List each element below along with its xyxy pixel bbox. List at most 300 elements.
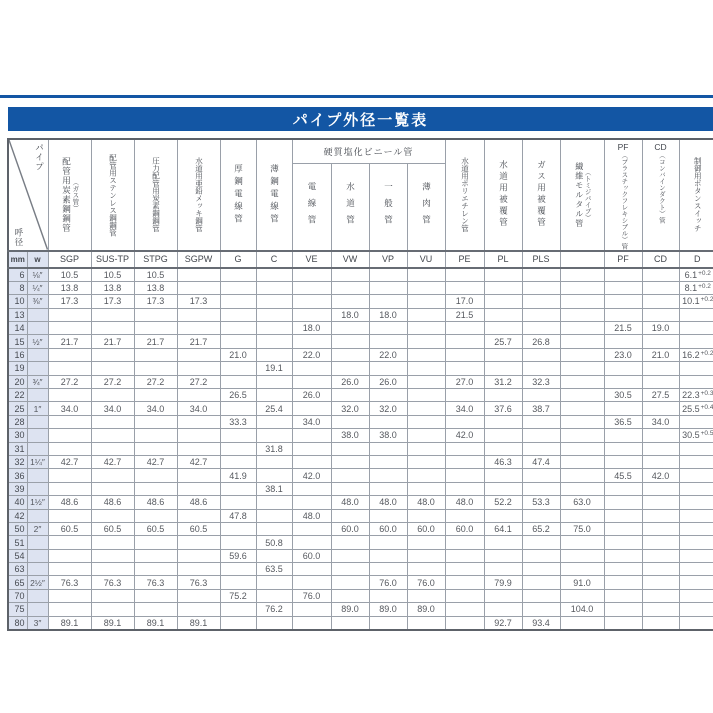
cell-stpg: 21.7 (134, 335, 177, 348)
cell-pe (445, 589, 484, 602)
cell-c: 38.1 (256, 482, 292, 495)
cell-inch: ½″ (27, 335, 48, 348)
cell-pls: 65.2 (522, 522, 560, 535)
table-row (8, 469, 713, 482)
cell-vw (331, 563, 369, 576)
cell-fm: 104.0 (560, 603, 604, 616)
cell-sgp (48, 469, 91, 482)
cell-pls (522, 429, 560, 442)
cell-c (256, 295, 292, 308)
vinyl-group-header: 硬質塩化ビニール管 (292, 139, 445, 163)
cell-fm (560, 362, 604, 375)
cell-pls (522, 576, 560, 589)
cell-pl (484, 322, 522, 335)
cell-pls (522, 348, 560, 361)
unit-inch: w (27, 251, 48, 268)
cell-g (220, 375, 256, 388)
cell-vw: 89.0 (331, 603, 369, 616)
cell-pf (604, 576, 642, 589)
cell-vp (369, 509, 407, 522)
code-vu: VU (407, 251, 445, 268)
cell-inch (27, 308, 48, 321)
cell-sgp: 34.0 (48, 402, 91, 415)
cell-sgp (48, 482, 91, 495)
cell-vw (331, 576, 369, 589)
cell-fm: 91.0 (560, 576, 604, 589)
cell-sgp: 13.8 (48, 281, 91, 294)
col-header-pf: PF （プラスチックフレキシブル）管 (604, 139, 642, 251)
cell-sus (91, 322, 134, 335)
cell-pls: 93.4 (522, 616, 560, 630)
cell-c (256, 509, 292, 522)
cell-inch (27, 469, 48, 482)
cell-inch (27, 322, 48, 335)
cell-pl: 52.2 (484, 496, 522, 509)
cell-pf (604, 295, 642, 308)
cell-cd (642, 509, 679, 522)
cell-ve (292, 522, 331, 535)
cell-mm: 31 (8, 442, 27, 455)
cell-pf: 23.0 (604, 348, 642, 361)
cell-pe (445, 415, 484, 428)
cell-fm (560, 335, 604, 348)
cell-fm (560, 563, 604, 576)
cell-sgpw (177, 603, 220, 616)
cell-mm: 40 (8, 496, 27, 509)
table-row (8, 389, 713, 402)
cell-pe (445, 549, 484, 562)
cell-vu (407, 348, 445, 361)
cell-sus (91, 389, 134, 402)
cell-ve: 26.0 (292, 389, 331, 402)
cell-vw (331, 549, 369, 562)
col-header-sgpw: 水道用亜鉛メッキ鋼管 (177, 139, 220, 251)
cell-fm (560, 482, 604, 495)
col-header-c: 薄鋼電線管 (256, 139, 292, 251)
cell-sus (91, 308, 134, 321)
cell-vw (331, 482, 369, 495)
cell-pl (484, 442, 522, 455)
cell-sgpw: 21.7 (177, 335, 220, 348)
cell-vw (331, 335, 369, 348)
cell-mm: 63 (8, 563, 27, 576)
corner-dia-label: 呼径 (13, 227, 24, 247)
cell-sus (91, 536, 134, 549)
cell-d (679, 616, 713, 630)
cell-c (256, 616, 292, 630)
cell-sgp (48, 322, 91, 335)
cell-sgpw: 27.2 (177, 375, 220, 388)
cell-sgpw: 48.6 (177, 496, 220, 509)
cell-sus: 34.0 (91, 402, 134, 415)
cell-sus (91, 563, 134, 576)
cell-cd (642, 429, 679, 442)
cell-pls (522, 482, 560, 495)
cell-vu (407, 536, 445, 549)
table-body (8, 268, 713, 631)
cell-pls (522, 295, 560, 308)
code-pls: PLS (522, 251, 560, 268)
cell-ve (292, 281, 331, 294)
cell-inch (27, 549, 48, 562)
cell-ve (292, 308, 331, 321)
cell-pf: 45.5 (604, 469, 642, 482)
cell-vu (407, 308, 445, 321)
cell-sgp (48, 563, 91, 576)
top-divider-rule (0, 95, 713, 98)
cell-ve: 60.0 (292, 549, 331, 562)
cell-vw (331, 536, 369, 549)
cell-sus: 13.8 (91, 281, 134, 294)
code-pl: PL (484, 251, 522, 268)
cell-g (220, 496, 256, 509)
cell-c (256, 415, 292, 428)
cell-c (256, 522, 292, 535)
cell-c: 25.4 (256, 402, 292, 415)
cell-c (256, 496, 292, 509)
cell-mm: 70 (8, 589, 27, 602)
cell-vu (407, 455, 445, 468)
code-c: C (256, 251, 292, 268)
cell-sus: 42.7 (91, 455, 134, 468)
cell-inch: ¾″ (27, 375, 48, 388)
table-row (8, 415, 713, 428)
cell-sgpw (177, 281, 220, 294)
cell-ve (292, 442, 331, 455)
cell-inch (27, 442, 48, 455)
cell-stpg: 48.6 (134, 496, 177, 509)
code-d: D (679, 251, 713, 268)
cell-stpg (134, 322, 177, 335)
cell-cd (642, 375, 679, 388)
cell-vw (331, 589, 369, 602)
cell-sus (91, 589, 134, 602)
cell-mm: 14 (8, 322, 27, 335)
cell-fm (560, 375, 604, 388)
cell-cd (642, 536, 679, 549)
table-row (8, 549, 713, 562)
cell-d: $10.1^{+0.2}$ (679, 295, 713, 308)
cell-vp (369, 536, 407, 549)
cell-pf (604, 375, 642, 388)
cell-stpg: 17.3 (134, 295, 177, 308)
cell-pf (604, 603, 642, 616)
d-tolerance: +0.4 (700, 403, 713, 411)
cell-sus: 76.3 (91, 576, 134, 589)
cell-vu: 76.0 (407, 576, 445, 589)
cell-vu (407, 322, 445, 335)
cell-cd: 21.0 (642, 348, 679, 361)
cell-sgpw: 60.5 (177, 522, 220, 535)
col-header-g: 厚鋼電線管 (220, 139, 256, 251)
cell-pf (604, 335, 642, 348)
cell-stpg: 10.5 (134, 268, 177, 282)
code-g: G (220, 251, 256, 268)
d-tolerance: +0.3 (700, 390, 713, 398)
cell-g (220, 616, 256, 630)
cell-vp: 32.0 (369, 402, 407, 415)
cell-c (256, 549, 292, 562)
cell-c (256, 576, 292, 589)
cell-sgp (48, 389, 91, 402)
cell-d (679, 496, 713, 509)
cell-sgp (48, 442, 91, 455)
col-header-pe: 水道用ポリエチレン管 (445, 139, 484, 251)
cell-vw (331, 616, 369, 630)
cell-vu (407, 482, 445, 495)
cell-ve (292, 563, 331, 576)
cell-vw: 18.0 (331, 308, 369, 321)
cell-stpg: 89.1 (134, 616, 177, 630)
cell-pls: 53.3 (522, 496, 560, 509)
cell-mm: 36 (8, 469, 27, 482)
cell-cd (642, 549, 679, 562)
cell-pf (604, 536, 642, 549)
cell-ve (292, 536, 331, 549)
cell-ve: 48.0 (292, 509, 331, 522)
cell-pe (445, 563, 484, 576)
cell-sgpw: 34.0 (177, 402, 220, 415)
table-row (8, 429, 713, 442)
cell-pe (445, 442, 484, 455)
unit-mm: mm (8, 251, 27, 268)
title-bar (8, 107, 713, 131)
table-row (8, 563, 713, 576)
cell-inch (27, 362, 48, 375)
cell-ve (292, 603, 331, 616)
cell-stpg (134, 563, 177, 576)
cell-pl: 46.3 (484, 455, 522, 468)
cell-vu (407, 563, 445, 576)
cell-vu (407, 589, 445, 602)
cell-d: $30.5^{+0.5}$ (679, 429, 713, 442)
cell-vp (369, 281, 407, 294)
cell-vp (369, 442, 407, 455)
cell-pl: 64.1 (484, 522, 522, 535)
table-row (8, 362, 713, 375)
cell-sus (91, 362, 134, 375)
cell-sgp (48, 348, 91, 361)
cell-pf (604, 563, 642, 576)
table-row (8, 496, 713, 509)
cell-vu (407, 429, 445, 442)
cell-stpg: 27.2 (134, 375, 177, 388)
cell-stpg (134, 362, 177, 375)
cell-stpg: 13.8 (134, 281, 177, 294)
cell-pls (522, 308, 560, 321)
cell-vw (331, 415, 369, 428)
cell-vu (407, 389, 445, 402)
cell-pls (522, 389, 560, 402)
cell-sgp: 76.3 (48, 576, 91, 589)
cell-inch: 1½″ (27, 496, 48, 509)
cell-sgp: 27.2 (48, 375, 91, 388)
cell-ve (292, 335, 331, 348)
cell-pe (445, 469, 484, 482)
cell-inch (27, 348, 48, 361)
cell-stpg (134, 603, 177, 616)
cell-ve (292, 402, 331, 415)
cell-stpg (134, 308, 177, 321)
cell-d (679, 442, 713, 455)
cell-sus (91, 442, 134, 455)
d-tolerance: +0.2 (698, 269, 711, 277)
cell-d (679, 455, 713, 468)
cell-vp: 22.0 (369, 348, 407, 361)
table-row (8, 402, 713, 415)
table-row (8, 536, 713, 549)
code-pf: PF (604, 251, 642, 268)
cell-pf (604, 429, 642, 442)
cell-pe: 34.0 (445, 402, 484, 415)
cell-d (679, 322, 713, 335)
cell-ve (292, 375, 331, 388)
cell-vp: 89.0 (369, 603, 407, 616)
code-sus: SUS-TP (91, 251, 134, 268)
cell-sgpw: 42.7 (177, 455, 220, 468)
cell-vp: 60.0 (369, 522, 407, 535)
code-cd: CD (642, 251, 679, 268)
cell-pe (445, 322, 484, 335)
cell-sgpw (177, 268, 220, 282)
cell-c: 31.8 (256, 442, 292, 455)
cell-stpg (134, 536, 177, 549)
cell-inch: 3″ (27, 616, 48, 630)
code-ve: VE (292, 251, 331, 268)
code-vp: VP (369, 251, 407, 268)
cell-inch: ⅜″ (27, 295, 48, 308)
cell-vw (331, 348, 369, 361)
col-header-sus: 配管用ステンレス鋼鋼管 (91, 139, 134, 251)
table-row (8, 616, 713, 630)
cell-ve (292, 482, 331, 495)
cell-pf: 21.5 (604, 322, 642, 335)
cell-pl (484, 268, 522, 282)
cell-g: 26.5 (220, 389, 256, 402)
cell-vp (369, 415, 407, 428)
cell-vp (369, 549, 407, 562)
cell-mm: 16 (8, 348, 27, 361)
cell-g (220, 563, 256, 576)
cell-pls: 32.3 (522, 375, 560, 388)
cell-g: 75.2 (220, 589, 256, 602)
cell-fm (560, 616, 604, 630)
cell-c (256, 308, 292, 321)
cell-inch (27, 389, 48, 402)
cell-pls (522, 563, 560, 576)
cell-pl: 92.7 (484, 616, 522, 630)
cell-inch: 2½″ (27, 576, 48, 589)
cell-sgpw (177, 415, 220, 428)
cell-vw: 26.0 (331, 375, 369, 388)
cell-sus: 17.3 (91, 295, 134, 308)
cell-vp (369, 616, 407, 630)
cell-c (256, 469, 292, 482)
cell-vu (407, 616, 445, 630)
cell-ve: 22.0 (292, 348, 331, 361)
code-vw: VW (331, 251, 369, 268)
cell-vw (331, 295, 369, 308)
cell-cd (642, 496, 679, 509)
cell-vp: 18.0 (369, 308, 407, 321)
cell-inch: ⅛″ (27, 268, 48, 282)
cell-sgp (48, 308, 91, 321)
cell-pf (604, 549, 642, 562)
cell-pe: 42.0 (445, 429, 484, 442)
cell-pls (522, 281, 560, 294)
cell-ve (292, 295, 331, 308)
cell-mm: 39 (8, 482, 27, 495)
cell-inch: 2″ (27, 522, 48, 535)
col-header-vu: 薄肉管 (407, 163, 445, 250)
cell-pe (445, 482, 484, 495)
cell-sus: 21.7 (91, 335, 134, 348)
cell-pe (445, 389, 484, 402)
cell-c (256, 389, 292, 402)
cell-vu (407, 415, 445, 428)
cell-pl (484, 389, 522, 402)
cell-c (256, 348, 292, 361)
cell-d: $16.2^{+0.2}$ (679, 348, 713, 361)
cell-sgp: 48.6 (48, 496, 91, 509)
cell-cd (642, 576, 679, 589)
code-sgpw: SGPW (177, 251, 220, 268)
cell-sus (91, 469, 134, 482)
cell-pf (604, 281, 642, 294)
cell-sus (91, 509, 134, 522)
cell-vp (369, 589, 407, 602)
cell-stpg (134, 348, 177, 361)
cell-sgpw (177, 429, 220, 442)
cell-d: $25.5^{+0.4}$ (679, 402, 713, 415)
cell-pe (445, 455, 484, 468)
cell-d (679, 509, 713, 522)
cell-g: 59.6 (220, 549, 256, 562)
cell-c (256, 375, 292, 388)
cell-pf (604, 496, 642, 509)
cell-vp (369, 389, 407, 402)
cell-g: 47.8 (220, 509, 256, 522)
d-tolerance: +0.5 (700, 430, 713, 438)
cell-ve (292, 496, 331, 509)
cell-ve: 18.0 (292, 322, 331, 335)
cell-mm: 8 (8, 281, 27, 294)
cell-pf (604, 589, 642, 602)
cell-vw (331, 455, 369, 468)
cell-sgp: 60.5 (48, 522, 91, 535)
cell-sus (91, 549, 134, 562)
cell-g (220, 362, 256, 375)
col-header-cd: CD （コンバインダクト）管 (642, 139, 679, 251)
cell-sgp: 17.3 (48, 295, 91, 308)
cell-mm: 25 (8, 402, 27, 415)
cell-fm (560, 469, 604, 482)
cell-ve: 42.0 (292, 469, 331, 482)
col-header-d: 制御用ボタンスイッチ (679, 139, 713, 251)
cell-sgp (48, 362, 91, 375)
cell-pe (445, 509, 484, 522)
cell-fm: 63.0 (560, 496, 604, 509)
cell-fm (560, 281, 604, 294)
cell-pf (604, 455, 642, 468)
cell-cd (642, 522, 679, 535)
cell-pf (604, 522, 642, 535)
pipe-od-table (7, 138, 713, 631)
cell-mm: 65 (8, 576, 27, 589)
cell-pl (484, 415, 522, 428)
cell-pe: 21.5 (445, 308, 484, 321)
cell-pf (604, 362, 642, 375)
